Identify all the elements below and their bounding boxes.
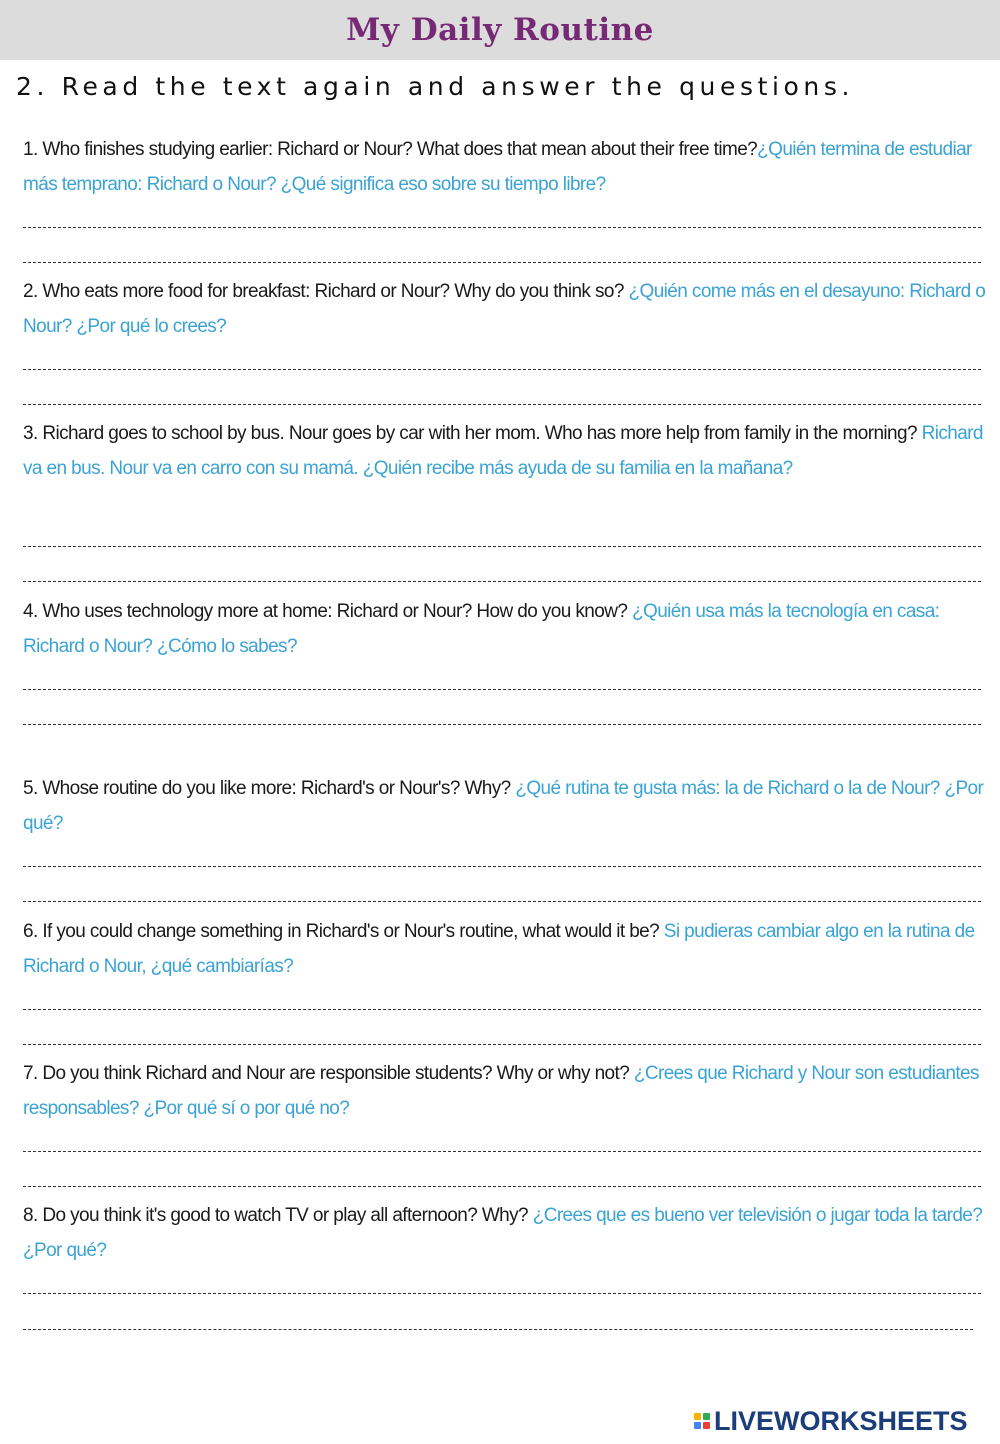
answer-line-3a[interactable] (23, 546, 981, 547)
instruction-heading: 2. Read the text again and answer the questions. (16, 72, 855, 101)
question-6-spanish: Si pudieras cambiar algo en la rutina de Richard o Nour, ¿qué cambiarías? (23, 921, 975, 977)
question-2-spanish: ¿Quién come más en el desayuno: Richard o Nour? ¿Por qué lo crees? (23, 281, 986, 337)
question-7-english: 7. Do you think Richard and Nour are responsible students? Why or why not? (23, 1063, 634, 1084)
logo-square-blue (694, 1422, 701, 1429)
logo-square-yellow (694, 1413, 701, 1420)
question-3 (23, 416, 987, 486)
question-4-spanish: ¿Quién usa más la tecnología en casa: Richard o Nour? ¿Cómo lo sabes? (23, 601, 940, 657)
question-3-english: 3. Richard goes to school by bus. Nour goes by car with her mom. Who has more help from family in the morning? (23, 423, 922, 444)
answer-line-8a[interactable] (23, 1293, 981, 1294)
liveworksheets-logo-text: LIVEWORKSHEETS (714, 1405, 968, 1436)
question-5 (23, 771, 987, 841)
answer-line-7a[interactable] (23, 1151, 981, 1152)
question-2 (23, 274, 987, 344)
answer-line-5b[interactable] (23, 901, 981, 902)
question-8 (23, 1198, 987, 1268)
question-6-english: 6. If you could change something in Richard's or Nour's routine, what would it be? (23, 921, 664, 942)
answer-line-8b[interactable] (23, 1329, 973, 1330)
answer-line-6b[interactable] (23, 1044, 981, 1045)
liveworksheets-logo (694, 1405, 968, 1437)
answer-line-7b[interactable] (23, 1186, 981, 1187)
answer-line-6a[interactable] (23, 1009, 981, 1010)
page-title: My Daily Routine (346, 12, 654, 48)
answer-line-4a[interactable] (23, 689, 981, 690)
question-4-english: 4. Who uses technology more at home: Richard or Nour? How do you know? (23, 601, 633, 622)
question-8-spanish: ¿Crees que es bueno ver televisión o jugar toda la tarde? ¿Por qué? (23, 1205, 983, 1261)
question-5-english: 5. Whose routine do you like more: Richard's or Nour's? Why? (23, 778, 516, 799)
question-7 (23, 1056, 987, 1126)
question-3-spanish: Richard va en bus. Nour va en carro con su mamá. ¿Quién recibe más ayuda de su familia en la mañana? (23, 423, 983, 479)
question-1-english: 1. Who finishes studying earlier: Richard or Nour? What does that mean about their free time? (23, 139, 758, 160)
page-header (0, 0, 1000, 60)
answer-line-2a[interactable] (23, 369, 981, 370)
logo-square-red (703, 1422, 710, 1429)
question-4 (23, 594, 987, 664)
question-2-english: 2. Who eats more food for breakfast: Richard or Nour? Why do you think so? (23, 281, 629, 302)
question-5-spanish: ¿Qué rutina te gusta más: la de Richard o la de Nour? ¿Por qué? (23, 778, 984, 834)
question-1 (23, 132, 987, 202)
answer-line-1b[interactable] (23, 262, 981, 263)
question-7-spanish: ¿Crees que Richard y Nour son estudiantes responsables? ¿Por qué sí o por qué no? (23, 1063, 979, 1119)
logo-square-green (703, 1413, 710, 1420)
answer-line-2b[interactable] (23, 404, 981, 405)
answer-line-3b[interactable] (23, 581, 981, 582)
answer-line-4b[interactable] (23, 724, 981, 725)
question-8-english: 8. Do you think it's good to watch TV or play all afternoon? Why? (23, 1205, 533, 1226)
answer-line-5a[interactable] (23, 866, 981, 867)
answer-line-1a[interactable] (23, 227, 981, 228)
question-1-spanish: ¿Quién termina de estudiar más temprano: Richard o Nour? ¿Qué significa eso sobre su tiempo libre? (23, 139, 972, 195)
liveworksheets-logo-icon (694, 1413, 710, 1429)
question-6 (23, 914, 987, 984)
